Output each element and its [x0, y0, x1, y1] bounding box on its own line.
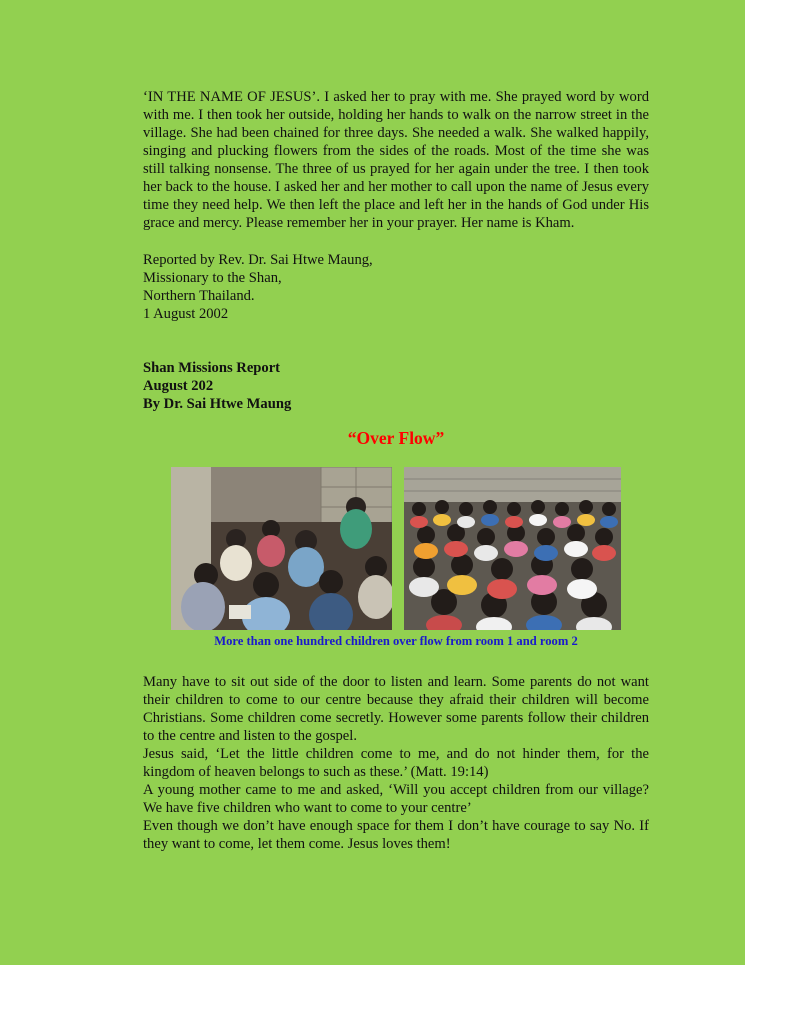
body-paragraph: A young mother came to me and asked, ‘Will you accept children from our village? We have five children who want to come to your centre’: [143, 782, 649, 816]
signature-line: Missionary to the Shan,: [143, 270, 282, 286]
report-body: [143, 673, 649, 853]
report-header: [143, 359, 649, 413]
photo-caption: More than one hundred children over flow from room 1 and room 2: [214, 634, 578, 648]
signature-date: 1 August 2002: [143, 306, 229, 322]
classroom-photo-right: [404, 467, 621, 630]
photo-row: [143, 467, 649, 667]
report-date: August 202: [143, 378, 214, 394]
signature-line: Reported by Rev. Dr. Sai Htwe Maung,: [143, 252, 373, 268]
section-title: “Over Flow”: [347, 428, 445, 448]
body-paragraph: Jesus said, ‘Let the little children come to me, and do not hinder them, for the kingdom of heaven belongs to such as these.’ (Matt. 19:14): [143, 746, 649, 780]
signature-block: [143, 251, 649, 323]
report-author: By Dr. Sai Htwe Maung: [143, 396, 292, 412]
body-paragraph: Even though we don’t have enough space for them I don’t have courage to say No. If they want to come, let them come. Jesus loves them!: [143, 818, 649, 852]
classroom-photo-left: [171, 467, 392, 630]
intro-paragraph: ‘IN THE NAME OF JESUS’. I asked her to pray with me. She prayed word by word with me. I then took her outside, holding her hands to walk on the narrow street in the village. She had been chained for three days. She needed a walk. She walked happily, singing and plucking flowers from the sides of the roads. Most of the time she was still talking nonsense. The three of us prayed for her again under the tree. I then took her back to the house. I asked her and her mother to call upon the name of Jesus every time they need help. We then left the place and left her in the hands of God under His grace and mercy. Please remember her in your prayer. Her name is Kham.: [143, 89, 649, 231]
body-paragraph: Many have to sit out side of the door to listen and learn. Some parents do not want their children to come to our centre because they afraid their children will become Christians. Some children come secretly. However some parents follow their children to the centre and listen to the gospel.: [143, 674, 649, 744]
report-title: Shan Missions Report: [143, 360, 281, 376]
signature-line: Northern Thailand.: [143, 288, 255, 304]
document-content: [143, 88, 649, 853]
